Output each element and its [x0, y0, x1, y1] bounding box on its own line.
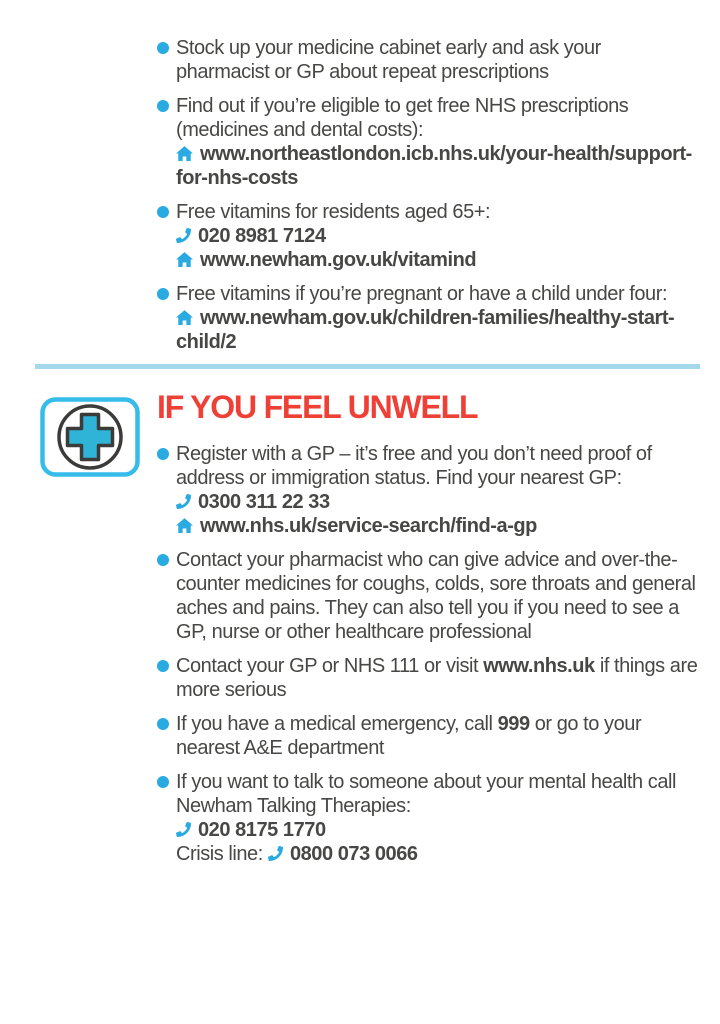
- phone-icon: [176, 494, 191, 509]
- list-item: [157, 94, 720, 190]
- bullet-dot-icon: [157, 206, 169, 218]
- text-run: Find out if you’re eligible to get free NHS prescriptions: [176, 95, 629, 117]
- bullet-dot-icon: [157, 42, 169, 54]
- bullet-dot-icon: [157, 288, 169, 300]
- bullet-dot-icon: [157, 448, 169, 460]
- phone-number: 020 8981 7124: [198, 225, 326, 247]
- phone-icon: [176, 228, 191, 243]
- text-run: counter medicines for coughs, colds, sore throats and general: [176, 573, 696, 595]
- url-text: for-nhs-costs: [176, 167, 298, 189]
- bullet-dot-icon: [157, 554, 169, 566]
- text-run: Stock up your medicine cabinet early and ask your: [176, 37, 601, 59]
- text-run: Crisis line:: [176, 843, 268, 865]
- bullet-dot-icon: [157, 776, 169, 788]
- emergency-number: 999: [497, 713, 530, 735]
- text-run: GP, nurse or other healthcare professional: [176, 621, 532, 643]
- medicines-bullet-list: [157, 36, 720, 354]
- text-run: Contact your GP or NHS 111 or visit: [176, 655, 484, 677]
- section-header: [0, 389, 720, 442]
- text-run: Free vitamins if you’re pregnant or have a child under four:: [176, 283, 668, 305]
- text-run: if things are: [594, 655, 698, 677]
- phone-number: 020 8175 1770: [198, 819, 326, 841]
- list-item: [157, 442, 720, 538]
- phone-icon: [268, 846, 283, 861]
- section-medicines: [0, 0, 720, 354]
- list-item: [157, 654, 720, 702]
- text-run: Contact your pharmacist who can give advice and over-the-: [176, 549, 678, 571]
- section-divider: [35, 364, 700, 369]
- home-icon: [176, 518, 193, 533]
- list-item: [157, 548, 720, 644]
- list-item: [157, 200, 720, 272]
- bullet-dot-icon: [157, 660, 169, 672]
- bullet-dot-icon: [157, 718, 169, 730]
- phone-number: 0300 311 22 33: [198, 491, 330, 513]
- list-item: [157, 282, 720, 354]
- text-run: If you have a medical emergency, call: [176, 713, 498, 735]
- text-run: address or immigration status. Find your nearest GP:: [176, 467, 622, 489]
- url-text: www.northeastlondon.icb.nhs.uk/your-health/support-: [200, 143, 692, 165]
- text-run: more serious: [176, 679, 287, 701]
- text-run: Register with a GP – it’s free and you don’t need proof of: [176, 443, 652, 465]
- text-run: pharmacist or GP about repeat prescriptions: [176, 61, 549, 83]
- bullet-dot-icon: [157, 100, 169, 112]
- list-item: [157, 770, 720, 866]
- url-text: child/2: [176, 331, 237, 353]
- phone-number: 0800 073 0066: [289, 843, 418, 865]
- text-run: Newham Talking Therapies:: [176, 795, 411, 817]
- url-text: www.newham.gov.uk/children-families/healthy-start-: [200, 307, 675, 329]
- text-run: nearest A&E department: [176, 737, 385, 759]
- medical-cross-icon: [40, 397, 140, 477]
- section-if-you-feel-unwell: [0, 389, 720, 866]
- home-icon: [176, 252, 193, 267]
- list-item: [157, 36, 720, 84]
- text-run: Free vitamins for residents aged 65+:: [176, 201, 491, 223]
- url-text: www.newham.gov.uk/vitamind: [200, 249, 477, 271]
- url-text: www.nhs.uk: [483, 655, 595, 677]
- text-run: aches and pains. They can also tell you if you need to see a: [176, 597, 679, 619]
- phone-icon: [176, 822, 191, 837]
- text-run: or go to your: [529, 713, 642, 735]
- home-icon: [176, 310, 193, 325]
- list-item: [157, 712, 720, 760]
- url-text: www.nhs.uk/service-search/find-a-gp: [200, 515, 537, 537]
- section-title: IF YOU FEEL UNWELL: [157, 389, 478, 425]
- text-run: (medicines and dental costs):: [176, 119, 424, 141]
- unwell-bullet-list: [157, 442, 720, 866]
- text-run: If you want to talk to someone about your mental health call: [176, 771, 676, 793]
- home-icon: [176, 146, 193, 161]
